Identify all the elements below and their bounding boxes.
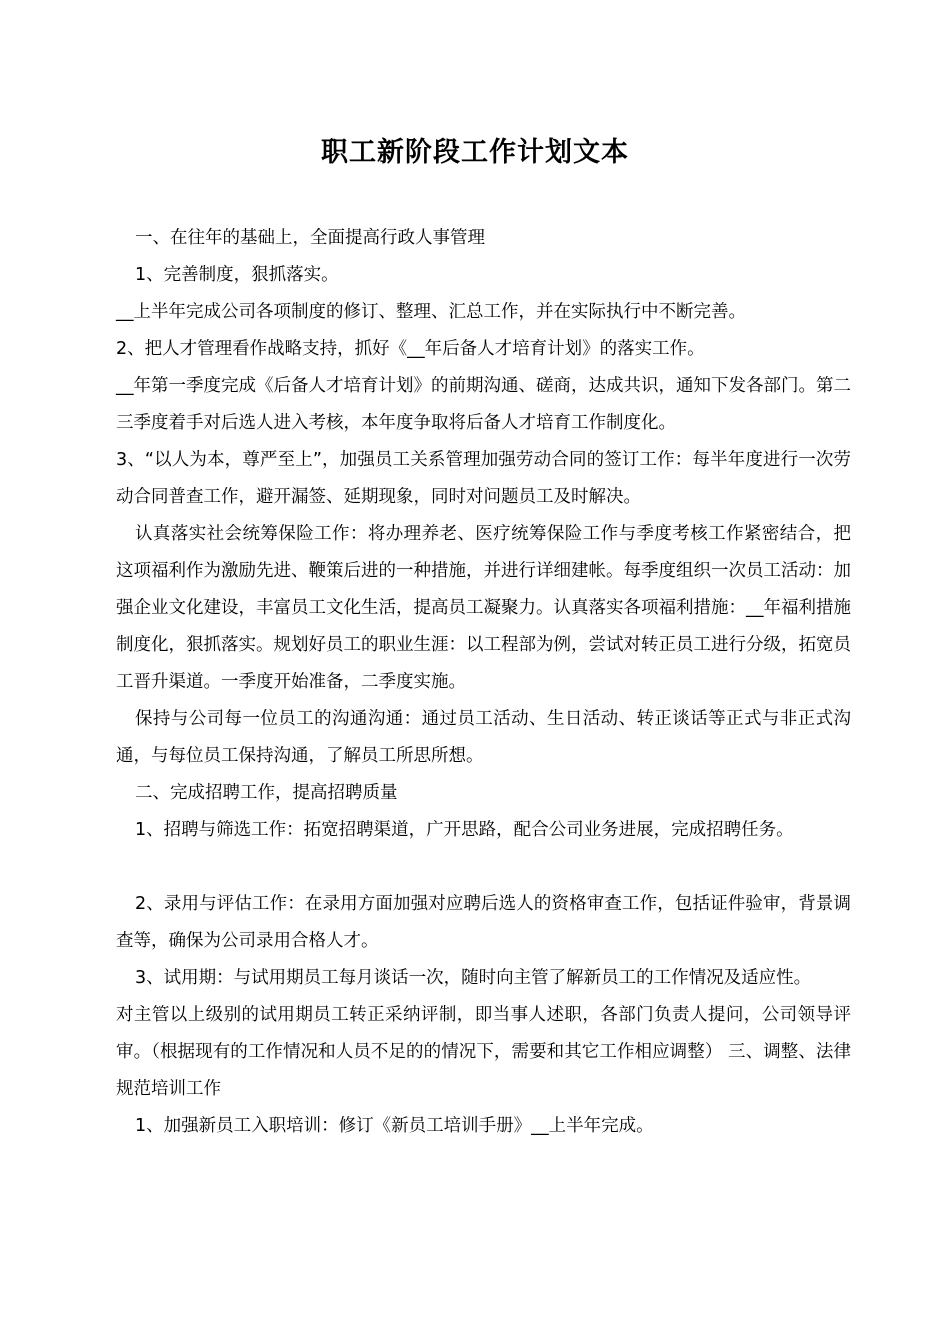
list-item: 3、“以人为本，尊严至上”，加强员工关系管理加强劳动合同的签订工作：每半年度进行一次劳动合同普查工作，避开漏签、延期现象，同时对问题员工及时解决。 [116,450,851,507]
document-body [116,220,851,1145]
list-item: 1、完善制度，狠抓落实。 [135,265,339,285]
paragraph: 对主管以上级别的试用期员工转正采纳评制，即当事人述职，各部门负责人提问，公司领导评审。（根据现有的工作情况和人员不足的的情况下，需要和其它工作相应调整） 三、调整、法律规范培训工作 [116,1005,851,1099]
section-heading: 二、完成招聘工作，提高招聘质量 [135,783,398,803]
blank-line [116,849,851,886]
page-title: 职工新阶段工作计划文本 [321,137,629,168]
paragraph: 保持与公司每一位员工的沟通沟通：通过员工活动、生日活动、转正谈话等正式与非正式沟通，与每位员工保持沟通，了解员工所思所想。 [116,709,851,766]
paragraph: __上半年完成公司各项制度的修订、整理、汇总工作，并在实际执行中不断完善。 [116,302,746,322]
list-item: 2、录用与评估工作：在录用方面加强对应聘后选人的资格审查工作，包括证件验审，背景调查等，确保为公司录用合格人才。 [116,894,851,951]
list-item: 1、招聘与筛选工作：拓宽招聘渠道，广开思路，配合公司业务进展，完成招聘任务。 [135,820,794,840]
section-heading: 一、在往年的基础上，全面提高行政人事管理 [135,228,485,248]
list-item: 3、试用期：与试用期员工每月谈话一次，随时向主管了解新员工的工作情况及适应性。 [135,968,812,988]
list-item: 2、把人才管理看作战略支持，抓好《__年后备人才培育计划》的落实工作。 [116,339,705,359]
paragraph: 认真落实社会统筹保险工作：将办理养老、医疗统筹保险工作与季度考核工作紧密结合，把这项福利作为激励先进、鞭策后进的一种措施，并进行详细建帐。每季度组织一次员工活动：加强企业文化建设，丰富员工文化生活，提高员工凝聚力。认真落实各项福利措施：__年福利措施制度化，狠抓落实。规划好员工的职业生涯：以工程部为例，尝试对转正员工进行分级，拓宽员工晋升渠道。一季度开始准备，二季度实施。 [116,524,851,692]
list-item: 1、加强新员工入职培训：修订《新员工培训手册》__上半年完成。 [135,1116,654,1136]
paragraph: __年第一季度完成《后备人才培育计划》的前期沟通、磋商，达成共识，通知下发各部门。第二三季度着手对后选人进入考核，本年度争取将后备人才培育工作制度化。 [116,376,851,433]
